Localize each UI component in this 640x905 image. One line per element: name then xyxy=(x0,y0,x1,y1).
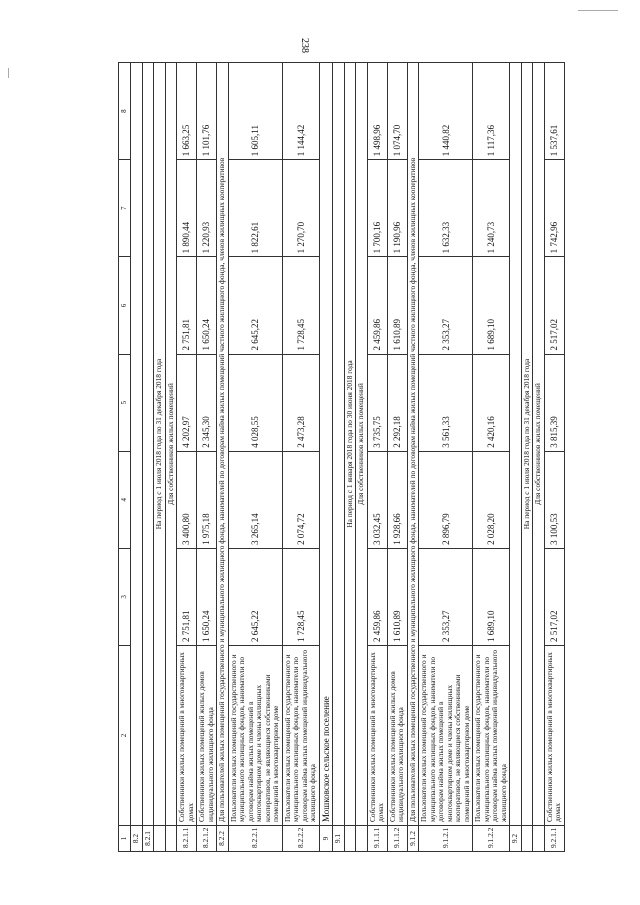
value-cell: 1 498,96 xyxy=(367,63,387,160)
row-code: 9.1.2 xyxy=(407,826,419,852)
value-cell: 1 650,24 xyxy=(197,257,217,354)
value-cell: 1 632,33 xyxy=(419,160,473,257)
value-cell: 2 751,81 xyxy=(177,548,197,645)
value-cell: 2 517,02 xyxy=(544,548,564,645)
value-cell: 2 353,27 xyxy=(419,257,473,354)
value-cell: 2 517,02 xyxy=(544,257,564,354)
value-cell: 1 728,45 xyxy=(282,548,319,645)
tariff-table xyxy=(118,62,565,852)
value-cell: 1 240,73 xyxy=(473,160,510,257)
row-label: Пользователи жилых помещений государственного и муниципального жилищных фондов, наниматели по договорам найма жилых помещений индивидуального жилищного фонда xyxy=(473,646,510,826)
table-row xyxy=(387,63,407,852)
table-row xyxy=(131,63,143,852)
column-header: 6 xyxy=(119,257,131,354)
table-row xyxy=(142,63,154,852)
table-row xyxy=(228,63,282,852)
table-row xyxy=(407,63,419,852)
value-cell: 3 735,75 xyxy=(367,354,387,451)
value-cell: 4 202,97 xyxy=(177,354,197,451)
table-row xyxy=(356,63,368,852)
row-code: 9.2.1.1 xyxy=(544,826,564,852)
header-row xyxy=(119,63,131,852)
row-code: 8.2.1 xyxy=(142,826,154,852)
column-header: 8 xyxy=(119,63,131,160)
value-cell: 2 028,20 xyxy=(473,451,510,548)
row-label: Собственники жилых помещений жилых домов индивидуального жилищного фонда xyxy=(387,646,407,826)
value-cell: 1 890,44 xyxy=(177,160,197,257)
value-cell: 1 270,70 xyxy=(282,160,319,257)
value-cell: 3 100,53 xyxy=(544,451,564,548)
section-caption: Для собственников жилых помещений xyxy=(165,63,177,826)
table-row xyxy=(533,63,545,852)
value-cell: 1 663,25 xyxy=(177,63,197,160)
row-code: 9.1.2.2 xyxy=(473,826,510,852)
row-code: 8.2.2 xyxy=(217,826,229,852)
row-code: 8.2.1.2 xyxy=(197,826,217,852)
section-caption: Для собственников жилых помещений xyxy=(356,63,368,826)
table-row xyxy=(344,63,356,852)
empty-cell xyxy=(131,63,143,826)
row-label: Собственники жилых помещений в многоквартирных домах xyxy=(367,646,387,826)
value-cell: 2 473,28 xyxy=(282,354,319,451)
row-label: Собственники жилых помещений в многоквартирных домах xyxy=(177,646,197,826)
row-code: 9.1.1.2 xyxy=(387,826,407,852)
value-cell: 2 292,18 xyxy=(387,354,407,451)
table-row xyxy=(165,63,177,852)
row-code: 8.2.1.1 xyxy=(177,826,197,852)
table-row xyxy=(177,63,197,852)
value-cell: 2 645,22 xyxy=(228,257,282,354)
section-caption: Для собственников жилых помещений xyxy=(533,63,545,826)
empty-cell xyxy=(510,63,522,826)
value-cell: 1 074,70 xyxy=(387,63,407,160)
value-cell: 1 728,45 xyxy=(282,257,319,354)
section-caption: На период с 1 июля 2018 года по 31 декабря 2018 года xyxy=(521,63,533,826)
value-cell: 1 975,18 xyxy=(197,451,217,548)
value-cell: 1 610,89 xyxy=(387,257,407,354)
row-label: Собственники жилых помещений жилых домов индивидуального жилищного фонда xyxy=(197,646,217,826)
section-caption: На период с 1 января 2018 года по 30 июня 2018 года xyxy=(344,63,356,826)
table-row xyxy=(333,63,345,852)
row-code: 9 xyxy=(319,826,332,852)
empty-cell xyxy=(142,63,154,826)
row-label: Пользователи жилых помещений государственного и муниципального жилищных фондов, наниматели по договорам найма жилых помещений в многоквартирном доме и члены жилищных кооперативов, не являющиеся собственниками помещений в многоквартирном доме xyxy=(228,646,282,826)
value-cell: 2 345,30 xyxy=(197,354,217,451)
value-cell: 2 645,22 xyxy=(228,548,282,645)
column-header: 4 xyxy=(119,451,131,548)
value-cell: 1 610,89 xyxy=(387,548,407,645)
value-cell: 3 815,39 xyxy=(544,354,564,451)
table-row xyxy=(544,63,564,852)
value-cell: 1 822,61 xyxy=(228,160,282,257)
row-code: 9.1.2.1 xyxy=(419,826,473,852)
value-cell: 1 101,76 xyxy=(197,63,217,160)
table-row xyxy=(419,63,473,852)
group-caption: Для пользователей жилых помещений государственного и муниципального жилищного фонда, нанимателей по договорам найма жилых помещений частного жилищного фонда, членов жилищных кооперативов xyxy=(217,63,229,826)
value-cell: 2 353,27 xyxy=(419,548,473,645)
table-row xyxy=(282,63,319,852)
table-row xyxy=(197,63,217,852)
row-label: Пользователи жилых помещений государственного и муниципального жилищных фондов, наниматели по договорам найма жилых помещений в многоквартирном доме и члены жилищных кооперативов, не являющиеся собственниками помещений в многоквартирном доме xyxy=(419,646,473,826)
column-header: 2 xyxy=(119,646,131,826)
value-cell: 1 605,11 xyxy=(228,63,282,160)
row-code: 9.2 xyxy=(510,826,522,852)
row-code xyxy=(533,826,545,852)
value-cell: 3 265,14 xyxy=(228,451,282,548)
value-cell: 3 561,33 xyxy=(419,354,473,451)
value-cell: 1 220,93 xyxy=(197,160,217,257)
value-cell: 2 459,86 xyxy=(367,257,387,354)
value-cell: 1 144,42 xyxy=(282,63,319,160)
value-cell: 1 190,96 xyxy=(387,160,407,257)
value-cell: 1 650,24 xyxy=(197,548,217,645)
row-code: 9.1 xyxy=(333,826,345,852)
value-cell: 1 440,82 xyxy=(419,63,473,160)
row-code: 8.2.2.2 xyxy=(282,826,319,852)
value-cell: 1 689,10 xyxy=(473,548,510,645)
settlement-title: Мошковское сельское поселение xyxy=(319,63,332,826)
table-row xyxy=(521,63,533,852)
table-row xyxy=(154,63,166,852)
group-caption: Для пользователей жилых помещений государственного и муниципального жилищного фонда, нанимателей по договорам найма жилых помещений частного жилищного фонда, членов жилищных кооперативов xyxy=(407,63,419,826)
row-code xyxy=(165,826,177,852)
row-label: Пользователи жилых помещений государственного и муниципального жилищных фондов, наниматели по договорам найма жилых помещений индивидуального жилищного фонда xyxy=(282,646,319,826)
empty-cell xyxy=(333,63,345,826)
table-row xyxy=(473,63,510,852)
value-cell: 3 400,80 xyxy=(177,451,197,548)
row-code: 9.1.1.1 xyxy=(367,826,387,852)
table-row xyxy=(510,63,522,852)
column-header: 3 xyxy=(119,548,131,645)
value-cell: 1 689,10 xyxy=(473,257,510,354)
rotated-table-container xyxy=(118,62,563,852)
row-code: 8.2.2.1 xyxy=(228,826,282,852)
row-code xyxy=(344,826,356,852)
table-row xyxy=(217,63,229,852)
row-code: 8.2 xyxy=(131,826,143,852)
row-code xyxy=(154,826,166,852)
value-cell: 1 700,16 xyxy=(367,160,387,257)
section-caption: На период с 1 июля 2018 года по 31 декабря 2018 года xyxy=(154,63,166,826)
value-cell: 1 928,66 xyxy=(387,451,407,548)
column-header: 1 xyxy=(119,826,131,852)
column-header: 7 xyxy=(119,160,131,257)
value-cell: 4 028,55 xyxy=(228,354,282,451)
table-row xyxy=(319,63,332,852)
value-cell: 1 117,36 xyxy=(473,63,510,160)
value-cell: 2 896,79 xyxy=(419,451,473,548)
table-row xyxy=(367,63,387,852)
value-cell: 2 420,16 xyxy=(473,354,510,451)
page-number: 238 xyxy=(299,38,310,53)
row-label: Собственники жилых помещений в многоквартирных домах xyxy=(544,646,564,826)
row-code xyxy=(356,826,368,852)
column-header: 5 xyxy=(119,354,131,451)
value-cell: 1 742,96 xyxy=(544,160,564,257)
row-code xyxy=(521,826,533,852)
scan-mark-top-right xyxy=(578,10,618,11)
value-cell: 2 751,81 xyxy=(177,257,197,354)
value-cell: 3 032,45 xyxy=(367,451,387,548)
value-cell: 2 074,72 xyxy=(282,451,319,548)
value-cell: 1 537,61 xyxy=(544,63,564,160)
scan-mark-left xyxy=(8,68,9,78)
value-cell: 2 459,86 xyxy=(367,548,387,645)
